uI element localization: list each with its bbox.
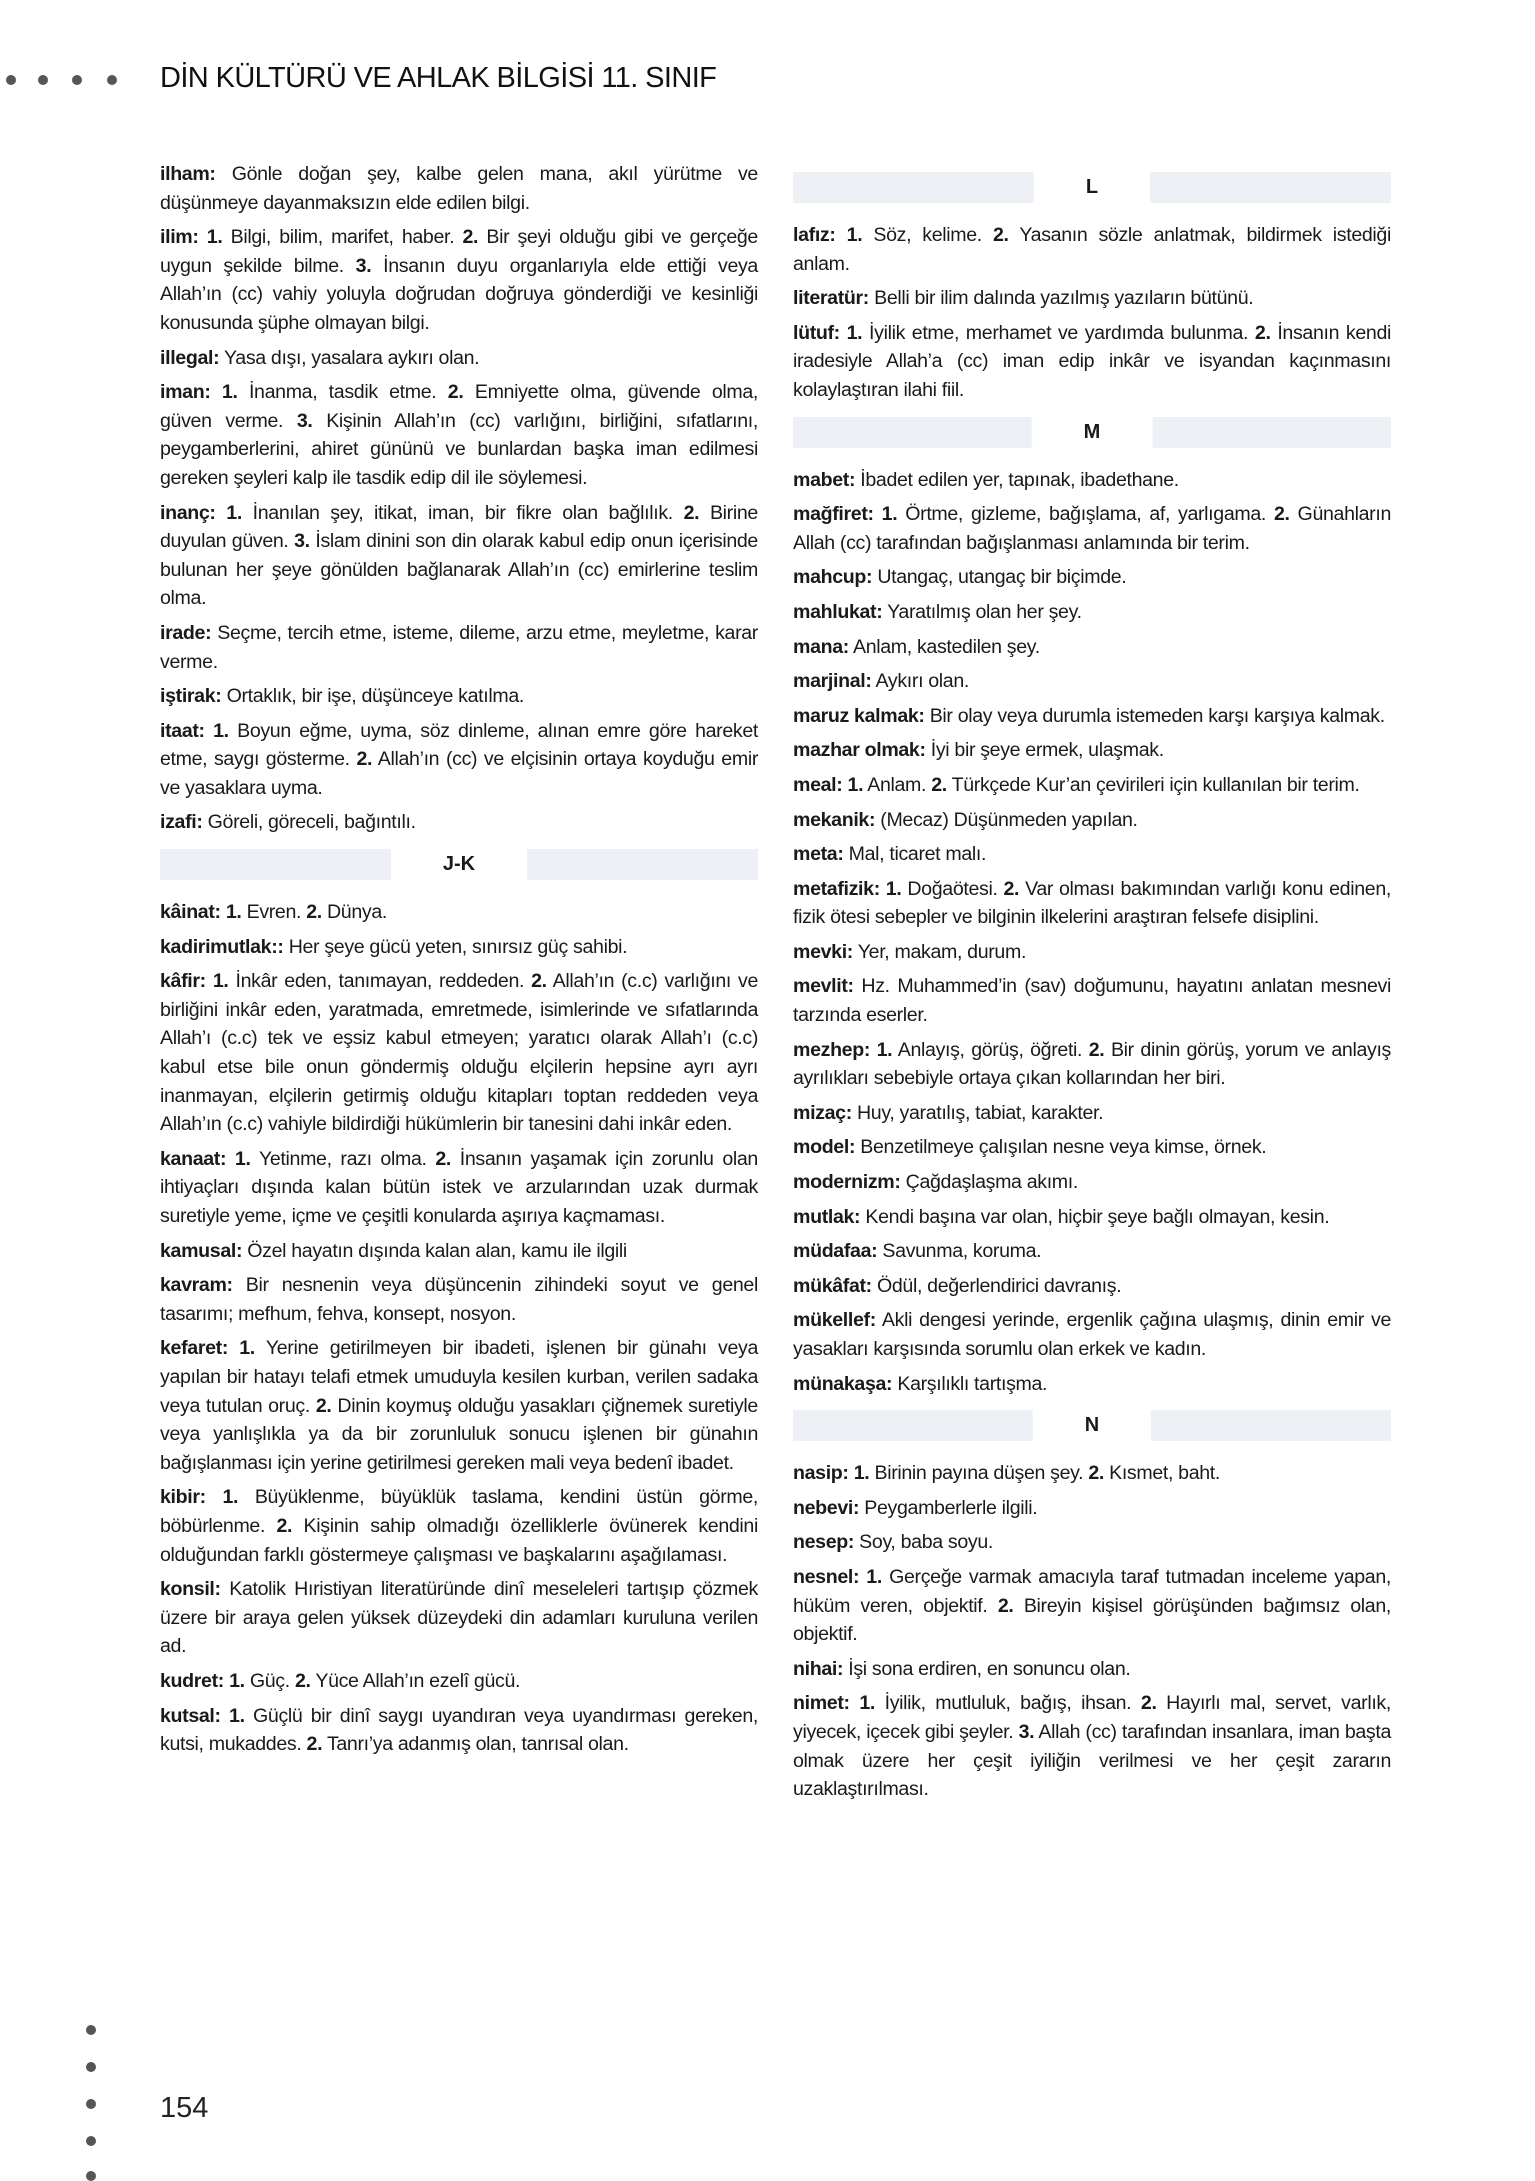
definition-text: İşi sona erdiren, en sonuncu olan.: [848, 1657, 1131, 1680]
definition-text: Soy, baba soyu.: [859, 1531, 993, 1554]
definition-text: Hayırlı mal, servet, varlık, yiyecek, içecek gibi şeyler.: [793, 1692, 1391, 1743]
glossary-term: mezhep:: [793, 1038, 871, 1061]
sense-number: 2.: [306, 1733, 323, 1756]
glossary-term: izafi:: [160, 811, 203, 834]
sense-number: 1.: [213, 719, 229, 742]
sense-number: 1.: [859, 1692, 875, 1715]
sense-number: 1.: [234, 1147, 251, 1170]
glossary-entry: [793, 1689, 1391, 1803]
sense-number: 2.: [683, 501, 700, 524]
glossary-term: mutlak:: [793, 1205, 861, 1228]
definition-text: Yetinme, razı olma.: [258, 1147, 427, 1170]
definition-text: Gerçeğe varmak amacıyla taraf tutmadan inceleme yapan, hüküm veren, objektif.: [793, 1565, 1391, 1617]
definition-text: Türkçede Kur’an çevirileri için kullanılan bir terim.: [951, 773, 1360, 796]
sense-number: 1.: [212, 970, 229, 993]
glossary-entry: [160, 1667, 758, 1696]
glossary-term: illegal:: [160, 346, 220, 369]
glossary-entry: [793, 1306, 1391, 1363]
definition-text: Aykırı olan.: [875, 670, 969, 693]
definition-text: İslam dinini son din olarak kabul edip onun içerisinde bulunan her şeye gönülden bağlanarak Allah’ın (cc) emirlerine teslim olma.: [160, 530, 758, 610]
definition-text: Yüce Allah’ın ezelî gücü.: [315, 1669, 521, 1692]
glossary-entry: [160, 967, 758, 1139]
sense-number: 2.: [462, 226, 479, 249]
decorative-dot-icon: [86, 2136, 96, 2146]
glossary-term: itaat:: [160, 719, 205, 742]
glossary-entry: [160, 619, 758, 676]
definition-text: Anlayış, görüş, öğreti.: [897, 1038, 1083, 1061]
definition-text: İnsanın duyu organlarıyla elde ettiği veya Allah’ın (cc) vahiy yoluyla doğrudan doğruya gönderdiği ve kesinliği konusunda şüphe olmayan bilgi.: [160, 254, 758, 334]
glossary-term: kâinat:: [160, 901, 221, 924]
glossary-term: mekanik:: [793, 808, 876, 831]
glossary-term: kamusal:: [160, 1239, 243, 1262]
definition-text: Kişinin Allah’ın (cc) varlığını, birliğini, sıfatlarını, peygamberlerini, ahiret gününü ve bunlardan başka iman edilmesi gereken şeyleri kalp ile tasdik edip dil ile söylemesi.: [160, 409, 758, 489]
definition-text: Söz, kelime.: [873, 224, 982, 246]
definition-text: Bir nesnenin veya düşüncenin zihindeki soyut ve genel tasarımı; mefhum, fehva, konsept, nosyon.: [160, 1274, 758, 1325]
sense-number: 1.: [226, 501, 242, 524]
glossary-term: modernizm:: [793, 1171, 901, 1194]
definition-text: İyilik etme, merhamet ve yardımda bulunma.: [869, 321, 1249, 344]
sense-number: 2.: [997, 1594, 1014, 1617]
sense-number: 1.: [206, 226, 223, 249]
definition-text: Allah (cc) tarafından insanlara, iman başta olmak üzere her çeşit iyiliğin verilmesi ve her çeşit zararın uzaklaştırılması.: [793, 1720, 1391, 1801]
definition-text: İnanılan şey, itikat, iman, bir fikre olan bağlılık.: [252, 501, 673, 524]
glossary-term: nihai:: [793, 1657, 844, 1680]
glossary-term: nesep:: [793, 1531, 855, 1554]
sense-number: 1.: [222, 1486, 239, 1509]
definition-text: Utangaç, utangaç bir biçimde.: [877, 566, 1127, 589]
section-header: [160, 849, 758, 880]
sense-number: 2.: [1140, 1692, 1157, 1715]
glossary-term: nesnel:: [793, 1565, 860, 1588]
glossary-entry: [793, 1133, 1391, 1162]
sense-number: 1.: [881, 503, 898, 526]
definition-text: Büyüklenme, büyüklük taslama, kendini üstün görme, böbürlenme.: [160, 1486, 758, 1537]
definition-text: Akli dengesi yerinde, ergenlik çağına ulaşmış, dinin emir ve yasakları karşısında sorumlu olan erkek ve kadın.: [793, 1309, 1391, 1360]
definition-text: Bir şeyi olduğu gibi ve gerçeğe uygun şekilde bilme.: [160, 226, 758, 277]
glossary-entry: [793, 1528, 1391, 1557]
sense-number: 1.: [846, 321, 863, 344]
section-letter: N: [1033, 1410, 1151, 1441]
glossary-term: mevlit:: [793, 975, 854, 998]
glossary-entry: [160, 1237, 758, 1266]
definition-text: Emniyette olma, güvende olma, güven verme.: [160, 381, 758, 432]
sense-number: 3.: [294, 530, 310, 553]
glossary-term: nimet:: [793, 1692, 850, 1715]
section-header: [793, 417, 1391, 448]
definition-text: İnkâr eden, tanımayan, reddeden.: [235, 970, 525, 993]
sense-number: 2.: [1273, 503, 1290, 526]
sense-number: 2.: [294, 1669, 311, 1692]
definition-text: Birinin payına düşen şey.: [874, 1462, 1084, 1485]
glossary-term: nebevi:: [793, 1496, 860, 1519]
glossary-term: ilham:: [160, 163, 216, 185]
glossary-entry: [793, 938, 1391, 967]
definition-text: Günahların Allah (cc) tarafından bağışlanması anlamında bir terim.: [793, 503, 1391, 554]
glossary-entry: [793, 319, 1391, 405]
definition-text: Güçlü bir dinî saygı uyandıran veya uyandırması gereken, kutsi, mukaddes.: [160, 1704, 758, 1756]
glossary-entry: [793, 466, 1391, 495]
glossary-column-left: [160, 160, 758, 1765]
glossary-term: iştirak:: [160, 685, 222, 708]
definition-text: Belli bir ilim dalında yazılmış yazıların bütünü.: [874, 287, 1254, 310]
glossary-term: mana:: [793, 635, 849, 658]
glossary-entry: [793, 840, 1391, 869]
definition-text: Güç.: [249, 1669, 290, 1692]
definition-text: Dinin koymuş olduğu yasakları çiğnemek suretiyle veya yanlışlıkla ya da bir zorunluluk sonucu işlenen bir günahın bağışlanması için yerine getirilmesi gereken mali veya bedenî ibadet.: [160, 1394, 758, 1474]
glossary-entry: [793, 500, 1391, 557]
sense-number: 1.: [885, 877, 902, 900]
definition-text: Katolik Hıristiyan literatüründe dinî meseleleri tartışıp çözmek üzere bir araya gelen yüksek düzeydeki din adamları kuruluna verilen ad.: [160, 1578, 758, 1658]
sense-number: 2.: [435, 1147, 452, 1170]
sense-number: 1.: [221, 381, 238, 404]
sense-number: 3.: [355, 254, 372, 277]
definition-text: Var olması bakımından varlığı konu edinen, fizik ötesi sebepler ve bilginin ilkelerini araştıran felsefe disiplini.: [793, 877, 1391, 929]
sense-number: 3.: [296, 409, 313, 432]
definition-text: Benzetilmeye çalışılan nesne veya kimse, örnek.: [860, 1136, 1267, 1159]
sense-number: 2.: [315, 1394, 332, 1417]
section-header: [793, 172, 1391, 203]
definition-text: Bilgi, bilim, marifet, haber.: [230, 226, 455, 249]
sense-number: 1.: [229, 1704, 245, 1727]
decorative-dot-icon: [72, 75, 82, 85]
definition-text: Kısmet, baht.: [1109, 1462, 1220, 1485]
glossary-term: kudret:: [160, 1669, 224, 1692]
glossary-entry: [793, 1459, 1391, 1488]
definition-text: Örtme, gizleme, bağışlama, af, yarlıgama.: [905, 503, 1266, 526]
glossary-term: marjinal:: [793, 670, 872, 693]
definition-text: Yaratılmış olan her şey.: [887, 600, 1082, 623]
glossary-entry: [160, 933, 758, 962]
sense-number: 1.: [846, 224, 863, 246]
decorative-dot-icon: [86, 2171, 96, 2181]
glossary-entry: [793, 633, 1391, 662]
definition-text: Boyun eğme, uyma, söz dinleme, alınan emre göre hareket etme, saygı gösterme.: [160, 719, 758, 771]
glossary-term: model:: [793, 1136, 856, 1159]
glossary-entry: [160, 1145, 758, 1231]
definition-text: Her şeye gücü yeten, sınırsız güç sahibi.: [288, 935, 628, 958]
glossary-entry: [793, 284, 1391, 313]
sense-number: 2.: [1088, 1038, 1105, 1061]
decorative-dot-icon: [6, 75, 16, 85]
glossary-entry: [793, 563, 1391, 592]
definition-text: İnsanın kendi iradesiyle Allah’a (cc) iman edip inkâr ve isyandan kaçınmasını kolaylaştıran ilahi fiil.: [793, 321, 1391, 401]
glossary-term: mükellef:: [793, 1309, 876, 1332]
page-number: 154: [160, 2092, 209, 2124]
definition-text: Yasa dışı, yasalara aykırı olan.: [224, 346, 480, 369]
decorative-dot-icon: [107, 75, 117, 85]
section-letter: L: [1034, 172, 1150, 203]
glossary-term: mahlukat:: [793, 600, 883, 623]
sense-number: 2.: [931, 773, 947, 796]
glossary-entry: [793, 221, 1391, 278]
section-letter: M: [1032, 417, 1153, 448]
glossary-term: lütuf:: [793, 321, 840, 344]
glossary-term: konsil:: [160, 1578, 221, 1601]
page-title: DİN KÜLTÜRÜ VE AHLAK BİLGİSİ 11. SINIF: [160, 62, 717, 94]
definition-text: Bir olay veya durumla istemeden karşı karşıya kalmak.: [929, 704, 1385, 727]
glossary-entry: [160, 682, 758, 711]
glossary-entry: [793, 875, 1391, 932]
glossary-term: maruz kalmak:: [793, 704, 925, 727]
definition-text: (Mecaz) Düşünmeden yapılan.: [880, 808, 1138, 831]
definition-text: İyi bir şeye ermek, ulaşmak.: [930, 739, 1164, 762]
definition-text: İbadet edilen yer, tapınak, ibadethane.: [860, 468, 1179, 491]
glossary-term: mükâfat:: [793, 1274, 872, 1297]
glossary-term: kavram:: [160, 1274, 233, 1297]
glossary-entry: [793, 667, 1391, 696]
decorative-dot-icon: [86, 2025, 96, 2035]
definition-text: İnanma, tasdik etme.: [248, 381, 437, 404]
glossary-term: mazhar olmak:: [793, 739, 926, 762]
sense-number: 1.: [876, 1038, 893, 1061]
glossary-term: ilim:: [160, 226, 199, 249]
definition-text: Birine duyulan güven.: [160, 501, 758, 553]
definition-text: Anlam.: [867, 773, 927, 796]
glossary-entry: [793, 1203, 1391, 1232]
sense-number: 1.: [229, 1669, 245, 1692]
glossary-entry: [160, 808, 758, 837]
glossary-entry: [160, 344, 758, 373]
sense-number: 2.: [993, 224, 1009, 246]
definition-text: Dünya.: [327, 901, 387, 924]
definition-text: Mal, ticaret malı.: [848, 843, 987, 866]
glossary-entry: [793, 1370, 1391, 1399]
glossary-entry: [793, 806, 1391, 835]
definition-text: Gönle doğan şey, kalbe gelen mana, akıl yürütme ve düşünmeye dayanmaksızın elde edilen bilgi.: [160, 163, 758, 214]
sense-number: 1.: [847, 773, 864, 796]
definition-text: Hz. Muhammed’in (sav) doğumunu, hayatını anlatan mesnevi tarzında eserler.: [793, 975, 1391, 1027]
sense-number: 2.: [1003, 877, 1020, 900]
decorative-dot-icon: [86, 2062, 96, 2072]
glossary-term: inanç:: [160, 501, 216, 524]
sense-number: 2.: [276, 1514, 293, 1537]
definition-text: Evren.: [246, 901, 302, 924]
section-header: [793, 1410, 1391, 1441]
definition-text: Allah’ın (c.c) varlığını ve birliğini inkâr eden, yaratmada, emretmede, isimlerinde ve sıfatlarında Allah’ı (c.c) tek ve eşsiz kabul etmeyen; yaratıcı olarak Allah’ı (c.c) kabul etse bile onun göndermiş olduğu elçilerin hepsine ayrı ayrı inanmayan, elçilerin getirmiş olduğu kitapları toptan reddeden veya Allah’ın (c.c) vahiyle bildirdiği hükümlerin bir tanesini dahi inkâr eden.: [160, 970, 758, 1136]
definition-text: Kişinin sahip olmadığı özelliklerle övünerek kendini olduğundan farklı göstermeye çalışması ve başkalarını aşağılaması.: [160, 1514, 758, 1566]
definition-text: Göreli, göreceli, bağıntılı.: [207, 811, 416, 834]
glossary-entry: [160, 1271, 758, 1328]
glossary-term: müdafaa:: [793, 1240, 878, 1263]
definition-text: Huy, yaratılış, tabiat, karakter.: [857, 1101, 1104, 1124]
glossary-term: mizaç:: [793, 1101, 852, 1124]
glossary-term: kefaret:: [160, 1337, 228, 1360]
glossary-entry: [793, 771, 1391, 800]
sense-number: 3.: [1018, 1720, 1035, 1743]
definition-text: Bireyin kişisel görüşünden bağımsız olan, objektif.: [793, 1594, 1391, 1646]
glossary-term: mevki:: [793, 940, 853, 963]
definition-text: Kendi başına var olan, hiçbir şeye bağlı olmayan, kesin.: [865, 1205, 1330, 1228]
decorative-dot-icon: [86, 2099, 96, 2109]
glossary-term: kibir:: [160, 1486, 206, 1509]
glossary-term: meta:: [793, 843, 844, 866]
glossary-entry: [793, 1237, 1391, 1266]
glossary-term: nasip:: [793, 1462, 849, 1485]
glossary-term: lafız:: [793, 224, 836, 246]
glossary-term: mağfiret:: [793, 503, 874, 526]
glossary-term: metafizik:: [793, 877, 880, 900]
glossary-term: literatür:: [793, 287, 869, 310]
sense-number: 2.: [447, 381, 464, 404]
glossary-entry: [793, 1563, 1391, 1649]
definition-text: Anlam, kastedilen şey.: [852, 635, 1040, 658]
glossary-entry: [160, 717, 758, 803]
glossary-entry: [793, 1272, 1391, 1301]
sense-number: 2.: [531, 970, 547, 993]
definition-text: Ödül, değerlendirici davranış.: [876, 1274, 1122, 1297]
section-letter: J-K: [391, 849, 527, 880]
definition-text: Yasanın sözle anlatmak, bildirmek istediği anlam.: [793, 224, 1391, 275]
glossary-term: irade:: [160, 621, 212, 644]
definition-text: Yerine getirilmeyen bir ibadeti, işlenen bir günahı veya yapılan bir hatayı telafi etmek umuduyla kesilen kurban, verilen sadaka veya tutulan oruç.: [160, 1337, 758, 1417]
glossary-term: kanaat:: [160, 1147, 227, 1170]
definition-text: İyilik, mutluluk, bağış, ihsan.: [884, 1692, 1132, 1715]
glossary-term: meal:: [793, 773, 843, 796]
sense-number: 2.: [306, 901, 322, 924]
glossary-entry: [160, 160, 758, 217]
glossary-entry: [793, 702, 1391, 731]
sense-number: 1.: [866, 1565, 882, 1588]
glossary-entry: [160, 898, 758, 927]
glossary-entry: [160, 1575, 758, 1661]
definition-text: Çağdaşlaşma akımı.: [905, 1171, 1078, 1194]
sense-number: 1.: [225, 901, 242, 924]
glossary-entry: [793, 1099, 1391, 1128]
glossary-column-right: [793, 160, 1391, 1810]
definition-text: Ortaklık, bir işe, düşünceye katılma.: [226, 685, 524, 708]
definition-text: Bir dinin görüş, yorum ve anlayış ayrılıkları sebebiyle ortaya çıkan kollarından her biri.: [793, 1038, 1391, 1090]
glossary-entry: [793, 736, 1391, 765]
decorative-dot-icon: [38, 75, 48, 85]
glossary-term: iman:: [160, 381, 211, 404]
definition-text: Seçme, tercih etme, isteme, dileme, arzu etme, meyletme, karar verme.: [160, 621, 758, 673]
sense-number: 1.: [239, 1337, 255, 1360]
glossary-entry: [160, 499, 758, 613]
glossary-entry: [160, 1334, 758, 1477]
glossary-term: kutsal:: [160, 1704, 221, 1727]
definition-text: Doğaötesi.: [907, 877, 998, 900]
glossary-entry: [160, 223, 758, 337]
glossary-entry: [160, 378, 758, 492]
glossary-term: münakaşa:: [793, 1372, 893, 1395]
definition-text: Yer, makam, durum.: [857, 940, 1027, 963]
sense-number: 2.: [1088, 1462, 1104, 1485]
glossary-entry: [793, 598, 1391, 627]
glossary-entry: [793, 1655, 1391, 1684]
sense-number: 1.: [853, 1462, 870, 1485]
glossary-entry: [793, 1168, 1391, 1197]
definition-text: Tanrı’ya adanmış olan, tanrısal olan.: [326, 1733, 629, 1756]
sense-number: 2.: [1254, 321, 1271, 344]
sense-number: 2.: [356, 748, 373, 771]
glossary-term: kâfir:: [160, 970, 206, 993]
definition-text: Özel hayatın dışında kalan alan, kamu ile ilgili: [247, 1239, 627, 1262]
glossary-entry: [160, 1483, 758, 1569]
definition-text: Karşılıklı tartışma.: [897, 1372, 1048, 1395]
glossary-term: kadirimutlak::: [160, 935, 284, 958]
definition-text: İnsanın yaşamak için zorunlu olan ihtiyaçları dışında kalan bütün istek ve arzularından uzak durmak suretiyle yeme, içme ve çeşitli konularda aşırıya kaçmaması.: [160, 1147, 758, 1227]
glossary-term: mahcup:: [793, 566, 873, 589]
glossary-entry: [793, 1494, 1391, 1523]
glossary-term: mabet:: [793, 468, 856, 491]
definition-text: Allah’ın (cc) ve elçisinin ortaya koyduğu emir ve yasaklara uyma.: [160, 748, 758, 799]
definition-text: Savunma, koruma.: [882, 1240, 1042, 1263]
glossary-entry: [793, 1036, 1391, 1093]
glossary-entry: [160, 1702, 758, 1759]
definition-text: Peygamberlerle ilgili.: [864, 1496, 1038, 1519]
glossary-entry: [793, 972, 1391, 1029]
